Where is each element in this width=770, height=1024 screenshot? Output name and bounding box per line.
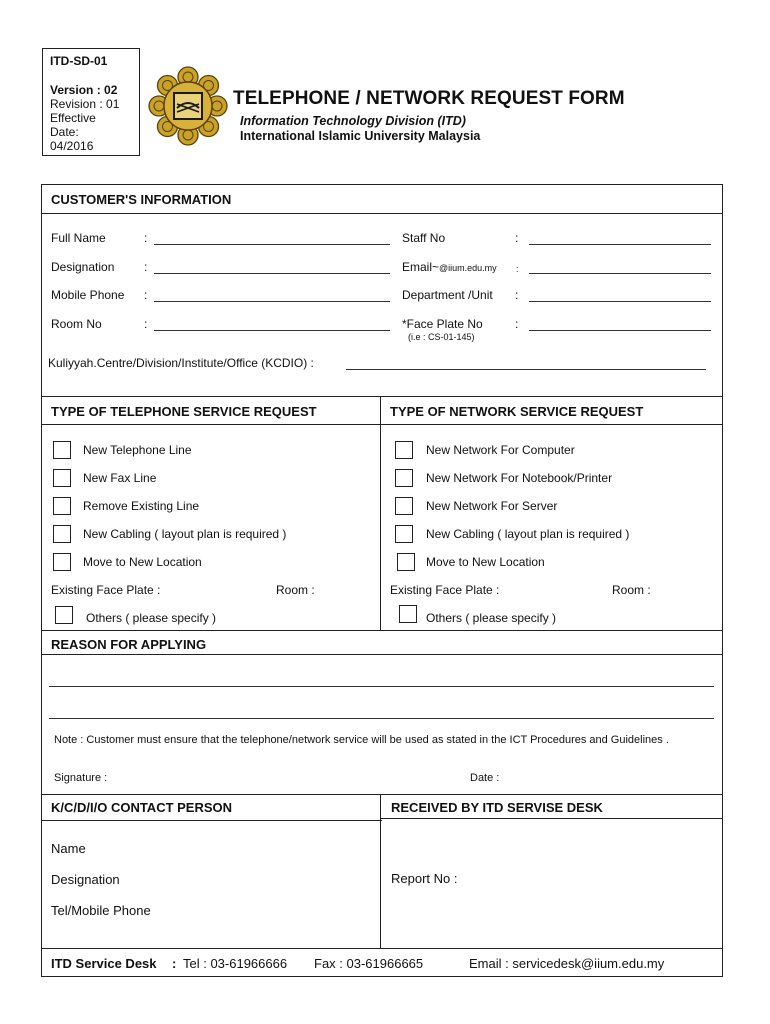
signature-label: Signature :	[54, 772, 108, 784]
effective-label-2: Date:	[50, 125, 79, 139]
service-desk-tel: Tel : 03-61966666	[183, 956, 288, 971]
room-no-label: Room No	[51, 317, 102, 331]
divider	[41, 396, 723, 397]
network-existing-face-plate-label: Existing Face Plate :	[390, 583, 500, 597]
usage-note: Note : Customer must ensure that the telephone/network service will be used as stated in the ICT Procedures and Guidelines .	[54, 734, 669, 746]
divider	[380, 818, 723, 819]
designation-field[interactable]	[154, 273, 390, 274]
telephone-service-heading: TYPE OF TELEPHONE SERVICE REQUEST	[51, 404, 317, 419]
checkbox-new-telephone-line[interactable]	[53, 441, 71, 459]
full-name-field[interactable]	[154, 244, 390, 245]
date-label: Date :	[470, 772, 500, 784]
contact-designation-label: Designation	[51, 872, 120, 887]
doc-version: Version : 02	[50, 83, 118, 97]
email-field[interactable]	[529, 273, 711, 274]
colon: :	[515, 288, 519, 302]
reason-heading: REASON FOR APPLYING	[51, 637, 207, 652]
department-label: Department /Unit	[402, 288, 493, 302]
checkbox-network-notebook-printer[interactable]	[395, 469, 413, 487]
checkbox-new-fax-line[interactable]	[53, 469, 71, 487]
network-others-label: Others ( please specify )	[426, 611, 557, 625]
option-label: Move to New Location	[426, 555, 545, 569]
divider	[41, 424, 723, 425]
telephone-existing-face-plate-label: Existing Face Plate :	[51, 583, 161, 597]
face-plate-example: (i.e : CS-01-145)	[408, 332, 475, 342]
email-domain: @iium.edu.my	[439, 263, 497, 273]
colon: :	[144, 260, 148, 274]
colon: :	[516, 264, 519, 274]
contact-phone-label: Tel/Mobile Phone	[51, 903, 151, 918]
divider	[41, 213, 723, 214]
option-label: New Telephone Line	[83, 443, 192, 457]
effective-label-1: Effective	[50, 111, 96, 125]
colon: :	[515, 231, 519, 245]
network-service-heading: TYPE OF NETWORK SERVICE REQUEST	[390, 404, 644, 419]
contact-person-heading: K/C/D/I/O CONTACT PERSON	[51, 800, 233, 815]
divider	[41, 630, 723, 631]
university-name: International Islamic University Malaysia	[240, 129, 481, 143]
received-by-heading: RECEIVED BY ITD SERVISE DESK	[391, 800, 603, 815]
divider	[41, 948, 723, 949]
checkbox-telephone-move-location[interactable]	[53, 553, 71, 571]
doc-code: ITD-SD-01	[50, 54, 108, 68]
service-desk-fax: Fax : 03-61966665	[314, 956, 424, 971]
option-label: New Network For Server	[426, 499, 558, 513]
option-label: Remove Existing Line	[83, 499, 200, 513]
department-field[interactable]	[529, 301, 711, 302]
checkbox-network-others[interactable]	[399, 605, 417, 623]
option-label: New Cabling ( layout plan is required )	[83, 527, 287, 541]
form-title: TELEPHONE / NETWORK REQUEST FORM	[233, 88, 625, 109]
option-label: New Cabling ( layout plan is required )	[426, 527, 630, 541]
staff-no-field[interactable]	[529, 244, 711, 245]
mobile-phone-label: Mobile Phone	[51, 288, 125, 302]
full-name-label: Full Name	[51, 231, 106, 245]
colon: :	[515, 317, 519, 331]
divider	[41, 654, 723, 655]
designation-label: Designation	[51, 260, 115, 274]
checkbox-remove-existing-line[interactable]	[53, 497, 71, 515]
checkbox-network-move-location[interactable]	[397, 553, 415, 571]
division-name: Information Technology Division (ITD)	[240, 114, 466, 128]
checkbox-network-server[interactable]	[395, 497, 413, 515]
column-divider	[380, 396, 381, 630]
reason-line-1[interactable]	[49, 686, 714, 687]
checkbox-telephone-new-cabling[interactable]	[53, 525, 71, 543]
kcdio-field[interactable]	[346, 369, 706, 370]
mobile-phone-field[interactable]	[154, 301, 390, 302]
option-label: New Network For Computer	[426, 443, 575, 457]
contact-name-label: Name	[51, 841, 86, 856]
customer-info-heading: CUSTOMER'S INFORMATION	[51, 192, 232, 207]
iium-emblem-icon	[146, 64, 230, 148]
staff-no-label: Staff No	[402, 231, 446, 245]
telephone-others-label: Others ( please specify )	[86, 611, 217, 625]
report-no-label: Report No :	[391, 871, 458, 886]
email-label-text: Email~	[402, 260, 440, 274]
checkbox-network-new-cabling[interactable]	[395, 525, 413, 543]
colon: :	[144, 288, 148, 302]
checkbox-telephone-others[interactable]	[55, 606, 73, 624]
divider	[41, 820, 382, 821]
option-label: New Fax Line	[83, 471, 157, 485]
reason-line-2[interactable]	[49, 718, 714, 719]
option-label: New Network For Notebook/Printer	[426, 471, 613, 485]
room-no-field[interactable]	[154, 330, 390, 331]
face-plate-field[interactable]	[529, 330, 711, 331]
service-desk-email[interactable]: Email : servicedesk@iium.edu.my	[469, 956, 665, 971]
footer-separator: :	[172, 956, 177, 971]
service-desk-label: ITD Service Desk	[51, 956, 157, 971]
effective-date: 04/2016	[50, 139, 94, 153]
form-frame	[41, 184, 723, 977]
checkbox-network-computer[interactable]	[395, 441, 413, 459]
option-label: Move to New Location	[83, 555, 202, 569]
kcdio-label: Kuliyyah.Centre/Division/Institute/Office (KCDIO) :	[48, 356, 314, 370]
colon: :	[144, 231, 148, 245]
doc-revision: Revision : 01	[50, 97, 120, 111]
network-room-label: Room :	[612, 583, 651, 597]
email-label	[402, 260, 497, 274]
telephone-room-label: Room :	[276, 583, 315, 597]
divider	[41, 794, 723, 795]
colon: :	[144, 317, 148, 331]
face-plate-label: *Face Plate No	[402, 317, 483, 331]
